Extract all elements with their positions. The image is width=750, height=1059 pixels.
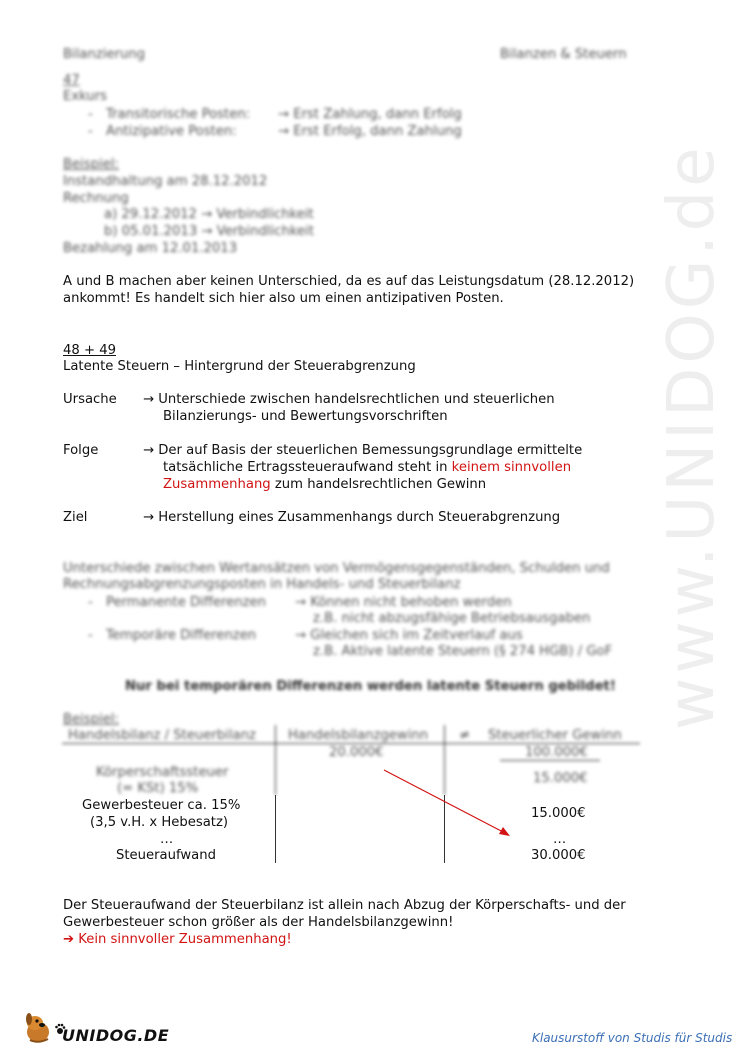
ursache-line-1: → Unterschiede zwischen handelsrechtlichen und steuerlichen [143, 392, 555, 407]
corporate-tax-label-2: (= KSt) 15% [117, 781, 199, 796]
table-example-title: Beispiel: [63, 712, 119, 727]
table-header-not-equal: ≠ [459, 728, 471, 743]
watermark: www.UNIDOG.de [655, 143, 729, 730]
unidog-logo-text: UNIDOG.DE [62, 1026, 170, 1045]
tax-expense-value: 30.000€ [531, 848, 586, 863]
payment-line: Bezahlung am 12.01.2013 [63, 241, 238, 256]
table-header-balance: Handelsbilanz / Steuerbilanz [68, 728, 256, 743]
folge-line-2-highlight: keinem sinnvollen [451, 460, 572, 475]
ursache-line-2: Bilanzierungs- und Bewertungsvorschriften [163, 409, 448, 424]
corporate-tax-label-1: Körperschaftssteuer [96, 765, 229, 780]
anticipative-label: Antizipative Posten: [106, 124, 237, 139]
temporary-note: Nur bei temporären Differenzen werden latente Steuern gebildet! [125, 679, 616, 694]
bullet-dash: - [88, 107, 93, 122]
ziel-line: → Herstellung eines Zusammenhangs durch Steuerabgrenzung [143, 510, 561, 525]
summary-line-2: Gewerbesteuer schon größer als der Handelsbilanzgewinn! [63, 915, 454, 930]
trade-tax-value: 15.000€ [531, 806, 586, 821]
table-header-commercial-profit: Handelsbilanzgewinn [288, 728, 429, 743]
transitory-label: Transitorische Posten: [106, 107, 251, 122]
section-47-number: 47 [63, 73, 80, 88]
permanent-example: z.B. nicht abzugsfähige Betriebsausgaben [313, 611, 591, 626]
invoice-line: Rechnung [63, 191, 129, 206]
header-left: Bilanzierung [63, 47, 146, 62]
summary-line-1: Der Steueraufwand der Steuerbilanz ist allein nach Abzug der Körperschafts- und der [63, 898, 626, 913]
bullet-dash: - [88, 124, 93, 139]
ursache-label: Ursache [63, 392, 117, 407]
section-title: Latente Steuern – Hintergrund der Steuerabgrenzung [63, 359, 416, 374]
permanent-text: → Können nicht behoben werden [295, 595, 512, 610]
folge-line-3-text: zum handelsrechtlichen Gewinn [270, 477, 487, 492]
repair-line: Instandhaltung am 28.12.2012 [63, 174, 268, 189]
example-title: Beispiel: [63, 157, 119, 172]
folge-line-1: → Der auf Basis der steuerlichen Bemessungsgrundlage ermittelte [143, 443, 583, 458]
ellipsis-right: … [553, 832, 567, 847]
anticipative-text: → Erst Erfolg, dann Zahlung [278, 124, 462, 139]
commercial-profit-value: 20.000€ [329, 745, 384, 760]
dog-logo-icon [22, 1010, 54, 1044]
option-a: a) 29.12.2012 → Verbindlichkeit [104, 207, 314, 222]
tax-expense-label: Steueraufwand [116, 848, 216, 863]
corporate-tax-value: 15.000€ [533, 771, 588, 786]
trade-tax-label-1: Gewerbesteuer ca. 15% [82, 798, 241, 813]
section-number: 48 + 49 [63, 343, 116, 358]
conclusion-line-2: ankommt! Es handelt sich hier also um einen antizipativen Posten. [63, 291, 504, 306]
option-b: b) 05.01.2013 → Verbindlichkeit [104, 224, 314, 239]
permanent-label: Permanente Differenzen [106, 595, 267, 610]
temporary-text: → Gleichen sich im Zeitverlauf aus [295, 628, 523, 643]
header-right: Bilanzen & Steuern [500, 47, 627, 62]
exkurs-label: Exkurs [63, 89, 108, 104]
summary-conclusion: ➔ Kein sinnvoller Zusammenhang! [63, 932, 292, 947]
temporary-example: z.B. Aktive latente Steuern (§ 274 HGB) / GoF [313, 644, 613, 659]
conclusion-line-1: A und B machen aber keinen Unterschied, da es auf das Leistungsdatum (28.12.2012) [63, 274, 635, 289]
bullet-dash: - [88, 595, 93, 610]
trade-tax-label-2: (3,5 v.H. x Hebesatz) [90, 815, 229, 830]
table-header-tax-profit: Steuerlicher Gewinn [488, 728, 622, 743]
bullet-dash: - [88, 628, 93, 643]
tax-profit-value: 100.000€ [525, 745, 588, 760]
ellipsis-left: … [160, 832, 174, 847]
difference-intro-2: Rechnungsabgrenzungsposten in Handels- und Steuerbilanz [63, 577, 461, 592]
folge-line-2-text: tatsächliche Ertragssteueraufwand steht in [163, 460, 452, 475]
ziel-label: Ziel [63, 510, 88, 525]
difference-intro-1: Unterschiede zwischen Wertansätzen von Vermögensgegenständen, Schulden und [63, 561, 610, 576]
transitory-text: → Erst Zahlung, dann Erfolg [278, 107, 462, 122]
folge-label: Folge [63, 443, 99, 458]
folge-line-3-highlight: Zusammenhang [163, 477, 271, 492]
footer-tagline: Klausurstoff von Studis für Studis [532, 1031, 733, 1045]
temporary-label: Temporäre Differenzen [106, 628, 257, 643]
